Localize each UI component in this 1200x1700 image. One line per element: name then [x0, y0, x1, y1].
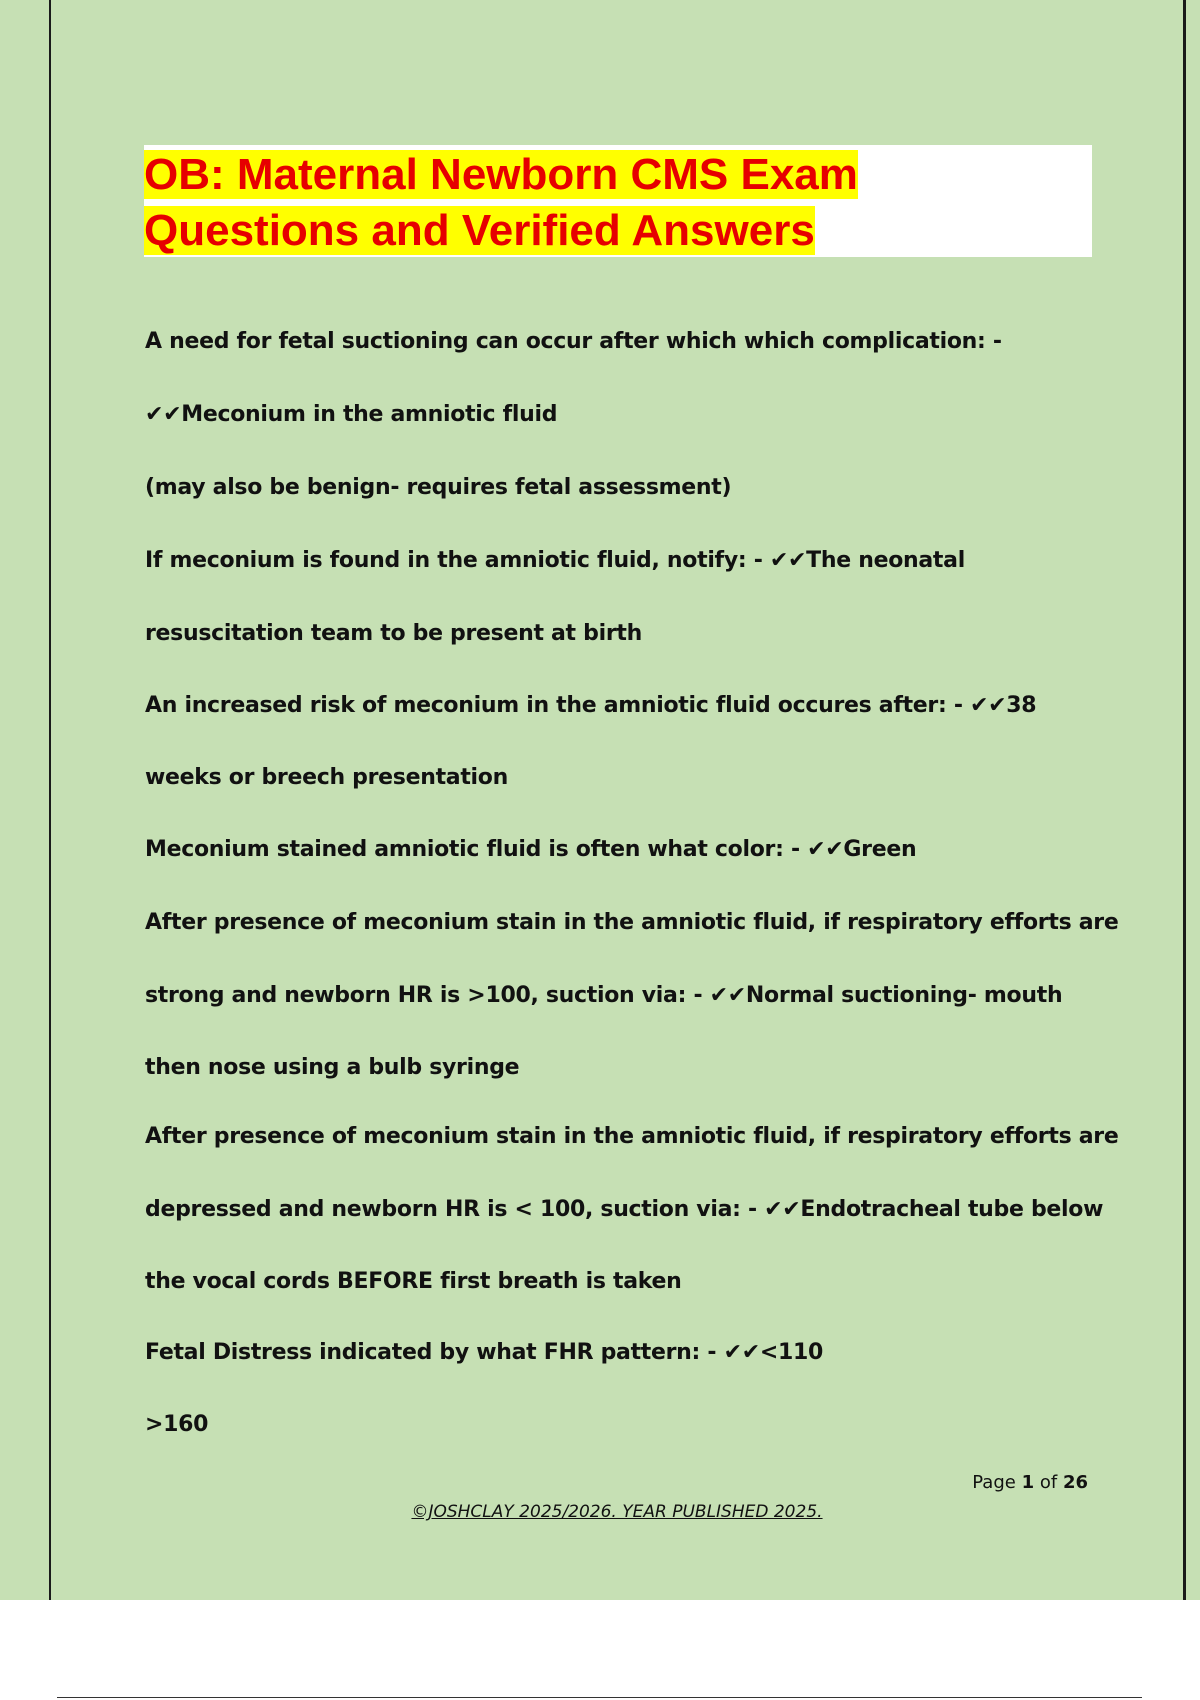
- question-line: Fetal Distress indicated by what FHR pattern: - ✔✔<110: [145, 1340, 824, 1365]
- answer-line: resuscitation team to be present at birth: [145, 621, 642, 646]
- answer-line: ✔✔Meconium in the amniotic fluid: [145, 402, 558, 427]
- footer-copyright: ©JOSHCLAY 2025/2026. YEAR PUBLISHED 2025.: [411, 1502, 823, 1522]
- page-label: Page: [972, 1472, 1016, 1493]
- page-border-left: [49, 0, 51, 1600]
- question-line: An increased risk of meconium in the amniotic fluid occures after: - ✔✔38: [145, 693, 1037, 718]
- question-line: depressed and newborn HR is < 100, suction via: - ✔✔Endotracheal tube below: [145, 1197, 1104, 1222]
- note-line: (may also be benign- requires fetal assessment): [145, 475, 732, 500]
- page-of: of: [1039, 1472, 1058, 1493]
- page-total: 26: [1062, 1472, 1088, 1493]
- page-number: [972, 1472, 1088, 1493]
- question-line: Meconium stained amniotic fluid is often what color: - ✔✔Green: [145, 837, 917, 862]
- answer-line: weeks or breech presentation: [145, 765, 508, 790]
- answer-line: the vocal cords BEFORE first breath is taken: [145, 1269, 682, 1294]
- answer-line: then nose using a bulb syringe: [145, 1055, 520, 1080]
- title-line-2: Questions and Verified Answers: [144, 206, 815, 255]
- page-border-right: [1183, 0, 1186, 1600]
- answer-line: >160: [145, 1412, 209, 1437]
- question-line: strong and newborn HR is >100, suction via: - ✔✔Normal suctioning- mouth: [145, 983, 1063, 1008]
- question-line: A need for fetal suctioning can occur after which which complication: -: [145, 329, 1002, 354]
- question-line: If meconium is found in the amniotic fluid, notify: - ✔✔The neonatal: [145, 548, 965, 573]
- question-line: After presence of meconium stain in the amniotic fluid, if respiratory efforts are: [145, 910, 1119, 935]
- document-title: [144, 147, 858, 259]
- page-current: 1: [1021, 1472, 1035, 1493]
- title-line-1: OB: Maternal Newborn CMS Exam: [144, 150, 858, 199]
- page-divider: [57, 1697, 1142, 1698]
- question-line: After presence of meconium stain in the amniotic fluid, if respiratory efforts are: [145, 1124, 1119, 1149]
